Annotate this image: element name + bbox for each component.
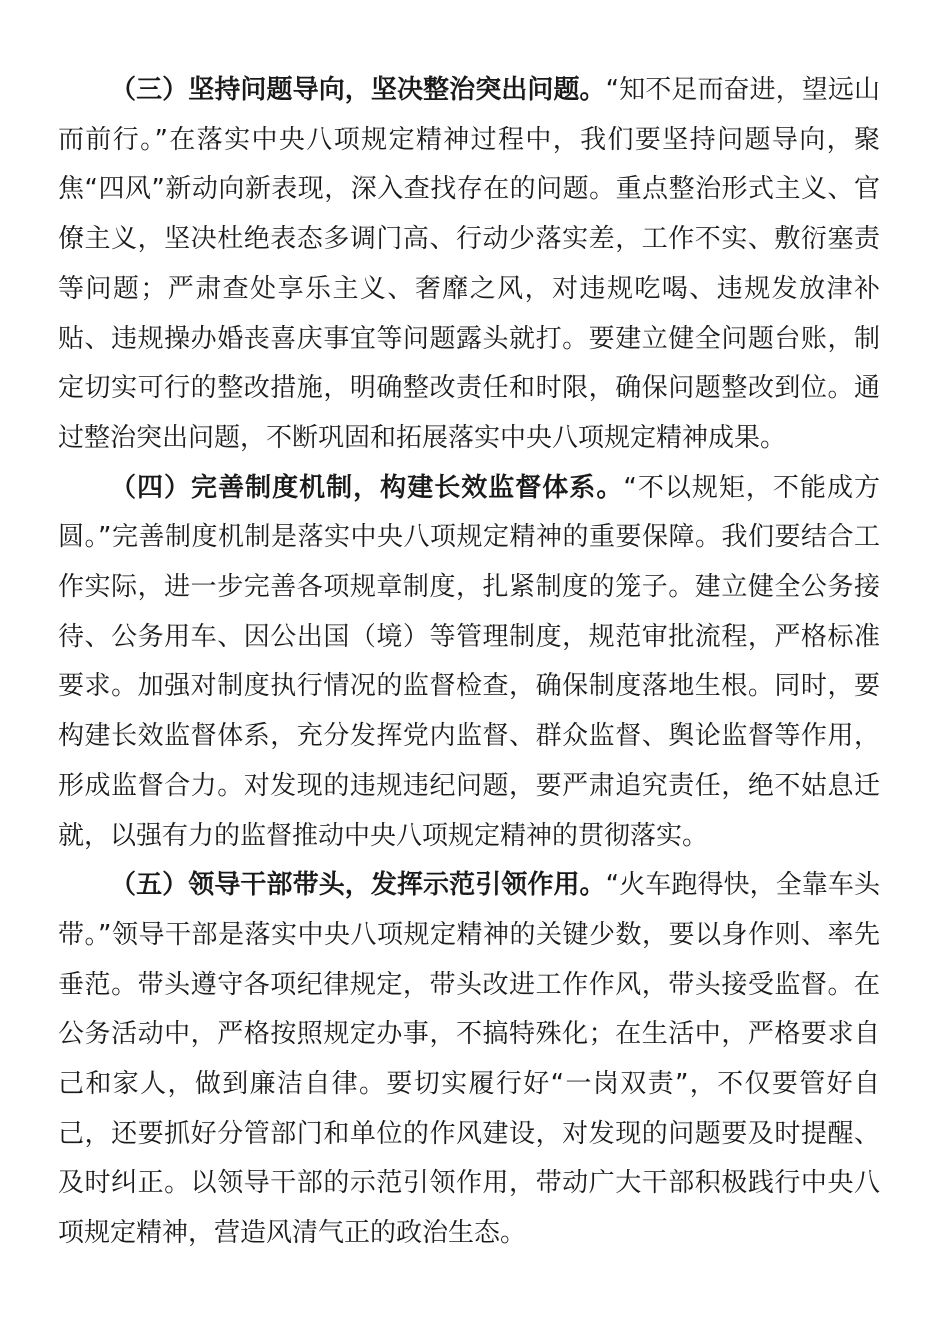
section-body-3: “知不足而奋进，望远山而前行。”在落实中央八项规定精神过程中，我们要坚持问题导向，聚焦“四风”新动向新表现，深入查找存在的问题。重点整治形式主义、官僚主义，坚决杜绝表态多调门高、行动少落实差，工作不实、敷衍塞责等问题；严肃查处享乐主义、奢靡之风，对违规吃喝、违规发放津补贴、违规操办婚丧喜庆事宜等问题露头就打。要建立健全问题台账，制定切实可行的整改措施，明确整改责任和时限，确保问题整改到位。通过整治突出问题，不断巩固和拓展落实中央八项规定精神成果。 bbox=[58, 75, 880, 453]
paragraph-section-5 bbox=[58, 861, 880, 1259]
section-heading-3: （三）坚持问题导向，坚决整治突出问题。 bbox=[110, 75, 606, 105]
paragraph-section-3 bbox=[58, 66, 880, 464]
section-heading-4: （四）完善制度机制，构建长效监督体系。 bbox=[110, 472, 624, 503]
section-heading-5: （五）领导干部带头，发挥示范引领作用。 bbox=[110, 870, 606, 901]
document-page bbox=[58, 66, 880, 1259]
section-body-4: “不以规矩，不能成方圆。”完善制度机制是落实中央八项规定精神的重要保障。我们要结合工作实际，进一步完善各项规章制度，扎紧制度的笼子。建立健全公务接待、公务用车、因公出国（境）等管理制度，规范审批流程，严格标准要求。加强对制度执行情况的监督检查，确保制度落地生根。同时，要构建长效监督体系，充分发挥党内监督、群众监督、舆论监督等作用，形成监督合力。对发现的违规违纪问题，要严肃追究责任，绝不姑息迁就，以强有力的监督推动中央八项规定精神的贯彻落实。 bbox=[58, 472, 880, 851]
paragraph-section-4 bbox=[58, 464, 880, 862]
section-body-5: “火车跑得快，全靠车头带。”领导干部是落实中央八项规定精神的关键少数，要以身作则、率先垂范。带头遵守各项纪律规定，带头改进工作作风，带头接受监督。在公务活动中，严格按照规定办事，不搞特殊化；在生活中，严格要求自己和家人，做到廉洁自律。要切实履行好“一岗双责”，不仅要管好自己，还要抓好分管部门和单位的作风建设，对发现的问题要及时提醒、及时纠正。以领导干部的示范引领作用，带动广大干部积极践行中央八项规定精神，营造风清气正的政治生态。 bbox=[58, 870, 880, 1249]
